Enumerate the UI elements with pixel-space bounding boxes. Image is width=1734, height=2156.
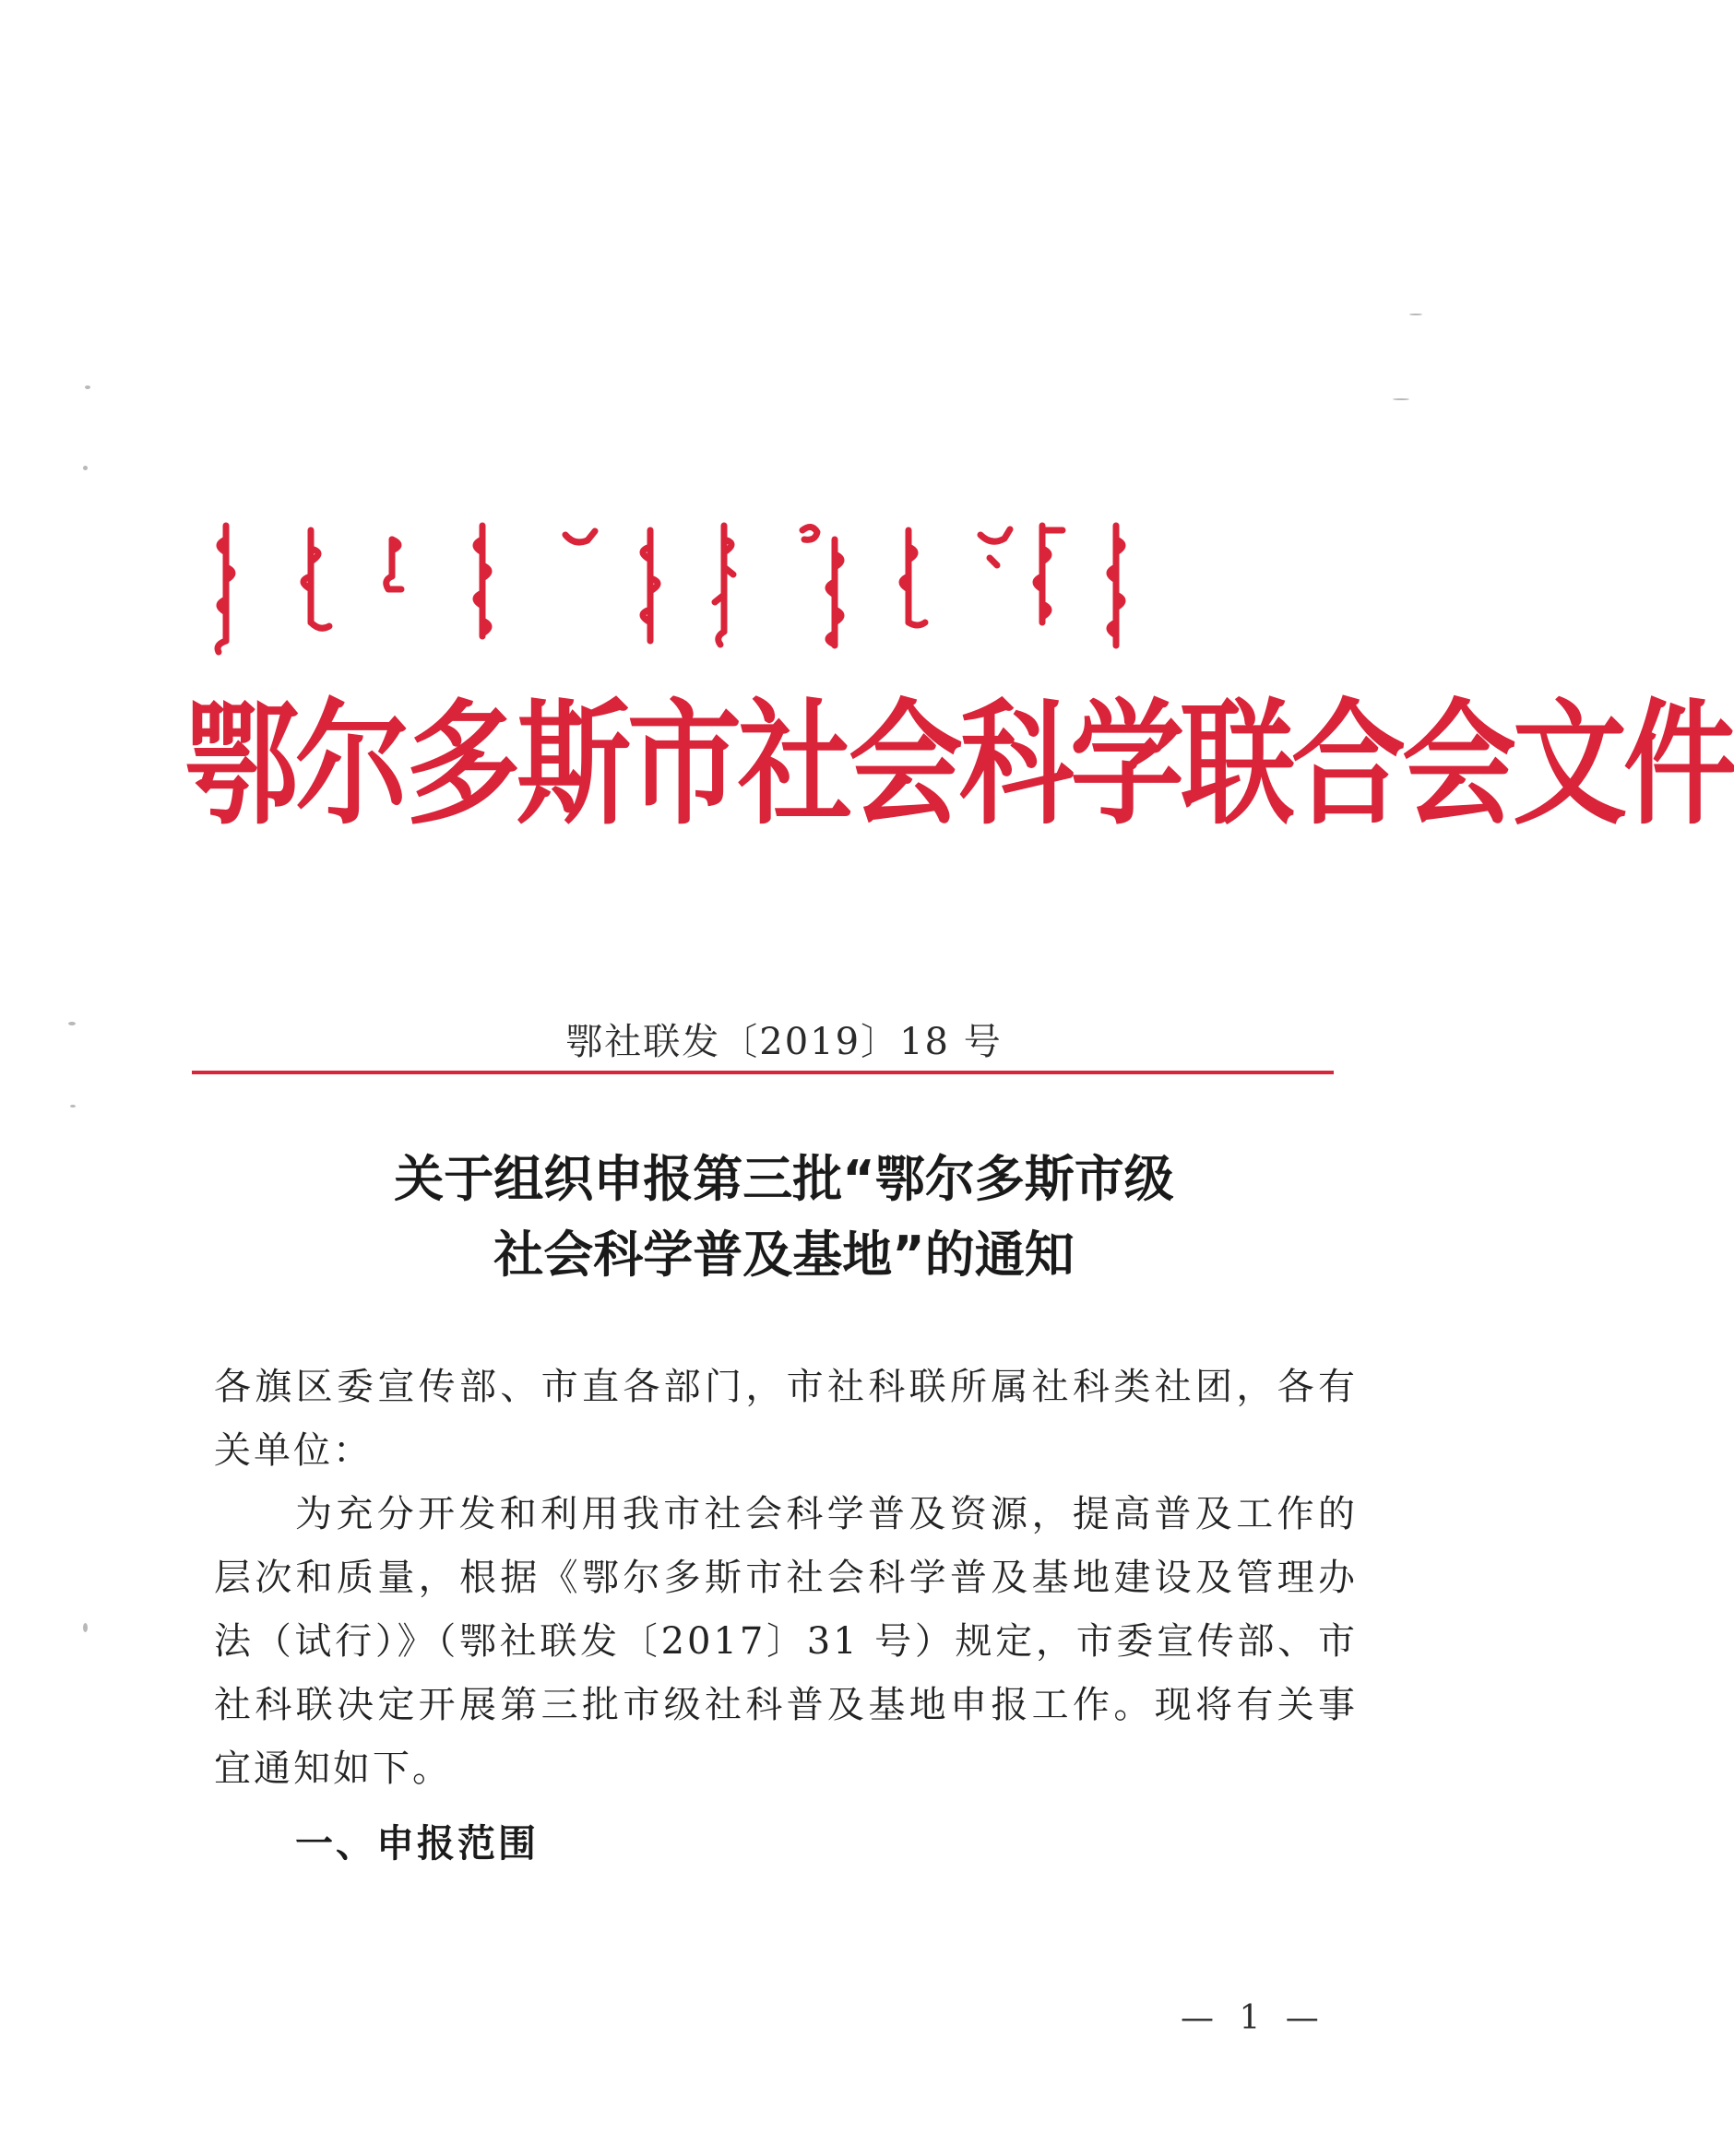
page-number: — 1 — xyxy=(1181,1999,1326,2037)
scan-speck xyxy=(83,1623,88,1632)
red-divider-line xyxy=(192,1071,1334,1074)
scan-speck xyxy=(83,466,88,470)
addressees: 各旗区委宣传部、市直各部门，市社科联所属社科类社团，各有关单位： xyxy=(214,1366,1358,1472)
notice-body xyxy=(214,1356,1358,1801)
notice-title xyxy=(0,1142,1568,1293)
scan-speck xyxy=(1393,398,1409,400)
section-heading: 一、申报范围 xyxy=(295,1821,539,1866)
notice-title-line-2: 社会科学普及基地”的通知 xyxy=(493,1226,1075,1284)
scan-speck xyxy=(68,1022,76,1025)
scan-speck xyxy=(70,1105,76,1108)
mongolian-script-header xyxy=(208,512,1300,655)
mongolian-script-logo xyxy=(208,512,1300,655)
issuing-organization-headline: 鄂尔多斯市社会科学联合会文件 xyxy=(184,687,1734,844)
scan-speck xyxy=(85,385,90,389)
scan-speck xyxy=(1409,314,1422,315)
document-number: 鄂社联发〔2019〕18 号 xyxy=(565,1021,1003,1063)
notice-title-line-1: 关于组织申报第三批“鄂尔多斯市级 xyxy=(394,1150,1174,1208)
body-paragraph: 为充分开发和利用我市社会科学普及资源，提高普及工作的层次和质量，根据《鄂尔多斯市社会科学普及基地建设及管理办法（试行）》（鄂社联发〔2017〕31 号）规定，市委宣传部、市社科联决定开展第三批市级社科普及基地申报工作。现将有关事宜通知如下。 xyxy=(214,1493,1358,1790)
